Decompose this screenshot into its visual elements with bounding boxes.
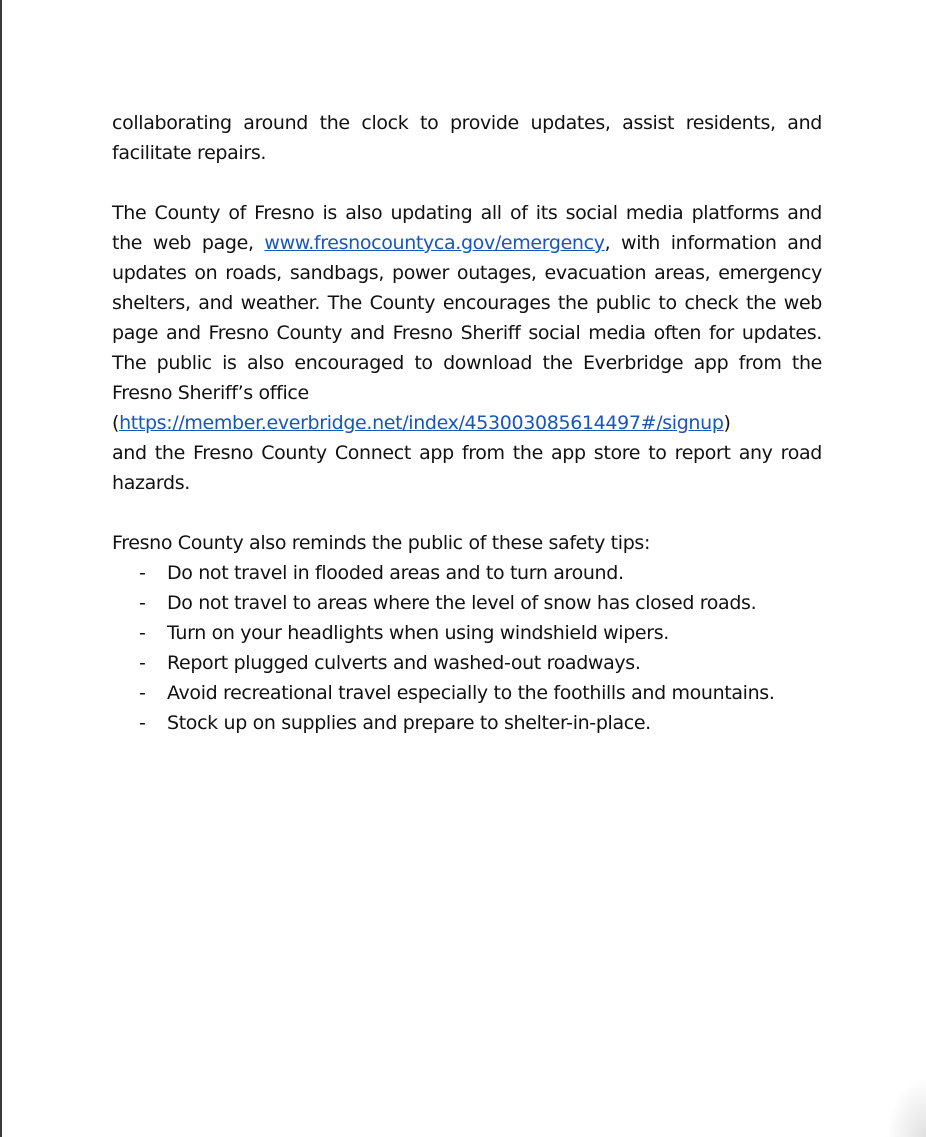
tip-text: Turn on your headlights when using windshield wipers.	[167, 622, 669, 644]
paragraph-spacer	[112, 498, 822, 528]
paragraph-2-closing: and the Fresno County Connect app from the app store to report any road hazards.	[112, 442, 822, 494]
emergency-web-link[interactable]: www.fresnocountyca.gov/emergency	[264, 232, 605, 254]
list-item	[112, 618, 822, 648]
everbridge-link-line	[112, 408, 822, 438]
paragraph-collaborating	[112, 108, 822, 168]
list-item	[112, 558, 822, 588]
tips-intro-text: Fresno County also reminds the public of these safety tips:	[112, 532, 651, 554]
paragraph-spacer	[112, 168, 822, 198]
bullet-dash: -	[139, 562, 146, 584]
page-corner-shadow	[886, 1077, 926, 1137]
tip-text: Do not travel in flooded areas and to turn around.	[167, 562, 624, 584]
everbridge-signup-link[interactable]: https://member.everbridge.net/index/453003085614497#/signup	[119, 412, 724, 434]
paragraph-2-intro: The County of Fresno is also updating all of its social media platforms and the web page,	[112, 202, 822, 254]
bullet-dash: -	[139, 652, 146, 674]
paragraph-social-media	[112, 198, 822, 408]
list-item	[112, 588, 822, 618]
paren-open: (	[112, 412, 120, 434]
bullet-dash: -	[139, 592, 146, 614]
bullet-dash: -	[139, 622, 146, 644]
tip-text: Do not travel to areas where the level of snow has closed roads.	[167, 592, 757, 614]
bullet-dash: -	[139, 712, 146, 734]
tip-text: Avoid recreational travel especially to the foothills and mountains.	[167, 682, 775, 704]
list-item	[112, 648, 822, 678]
list-item	[112, 708, 822, 738]
paren-close: )	[723, 412, 731, 434]
tip-text: Report plugged culverts and washed-out roadways.	[167, 652, 641, 674]
paragraph-1-text: collaborating around the clock to provide updates, assist residents, and facilitate repairs.	[112, 112, 822, 164]
paragraph-county-connect	[112, 438, 822, 498]
list-item	[112, 678, 822, 708]
tip-text: Stock up on supplies and prepare to shelter-in-place.	[167, 712, 651, 734]
paragraph-2-body: , with information and updates on roads, sandbags, power outages, evacuation areas, emergency shelters, and weather. The County encourages the public to check the web page and Fresno County and Fresno Sheriff social media often for updates. The public is also encouraged to download the Everbridge app from the Fresno Sheriff’s office	[112, 232, 822, 404]
tips-intro	[112, 528, 822, 558]
bullet-dash: -	[139, 682, 146, 704]
safety-tips-list	[112, 558, 822, 738]
document-body	[112, 108, 822, 738]
